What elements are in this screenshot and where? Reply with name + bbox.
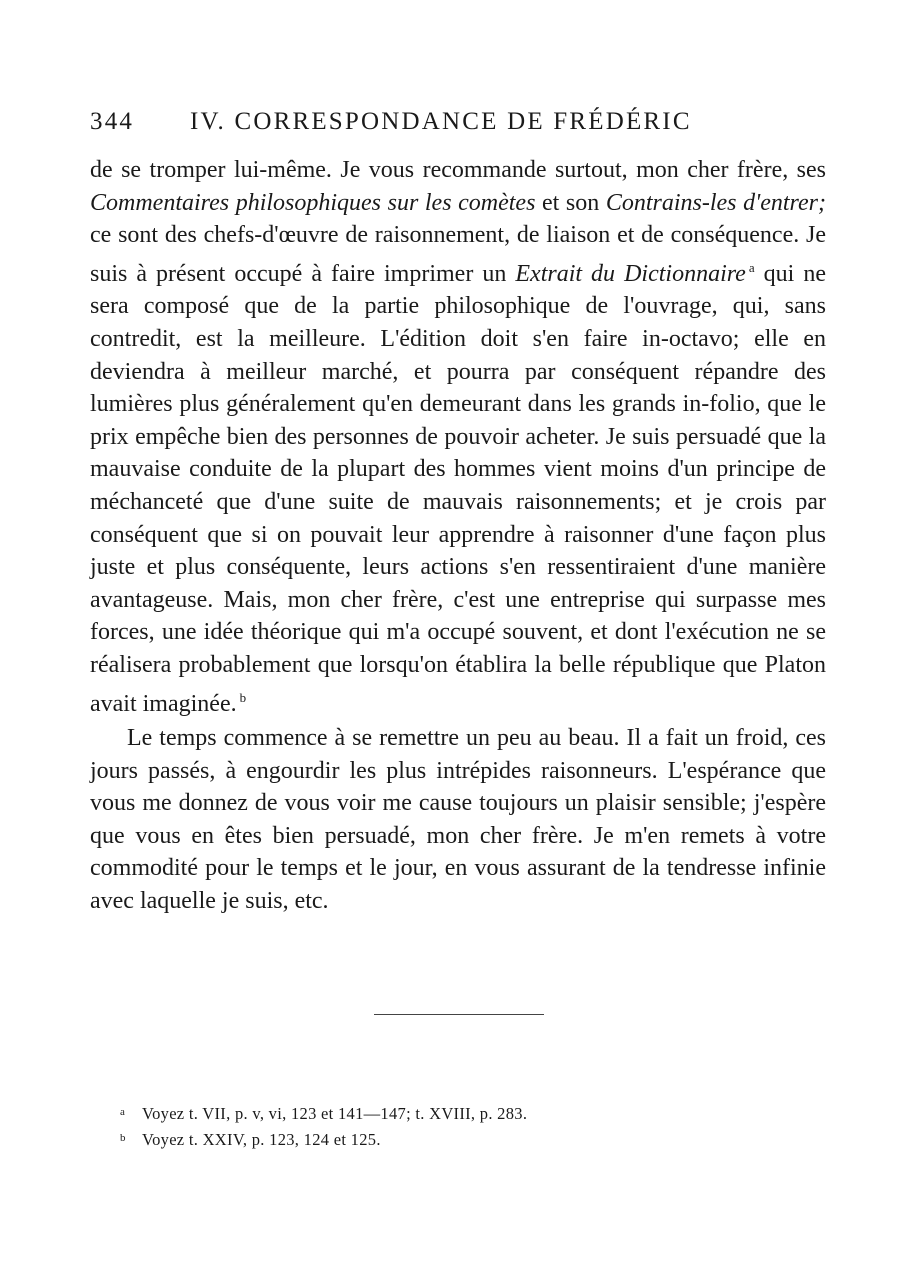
letter-body: [90, 154, 826, 918]
paragraph-2: Le temps commence à se remettre un peu au beau. Il a fait un froid, ces jours passés, à engourdir les plus intrépides raisonneurs. L'espérance que vous me donnez de vous voir me cause toujours un plaisir sensible; j'espère que vous en êtes bien persuadé, mon cher frère. Je m'en remets à votre commodité pour le temps et le jour, en vous assurant de la tendresse infinie avec laquelle je suis, etc.: [90, 725, 826, 915]
paragraph-1-text-1: de se tromper lui-même. Je vous recommande surtout, mon cher frère, ses: [90, 157, 826, 183]
footnote-text: Voyez t. VII, p. v, vi, 123 et 141—147; t. XVIII, p. 283.: [142, 1104, 528, 1123]
footnote-b: [120, 1126, 760, 1152]
paragraph-1-text-3: ce sont des chefs-d'œuvre de raisonnement, de liaison et de conséquence. Je suis à présent occupé à faire imprimer un: [90, 222, 826, 287]
footnote-ref-b: b: [239, 689, 247, 705]
book-title-contrains: Contrains-les d'entrer;: [605, 189, 826, 216]
book-title-commentaires: Commentaires philosophiques sur les comètes: [90, 189, 536, 216]
paragraph-1-text-2: et son: [535, 189, 606, 216]
paragraph-1: [90, 154, 826, 720]
footnote-a: [120, 1100, 760, 1126]
running-title: IV. CORRESPONDANCE DE FRÉDÉRIC: [190, 108, 692, 135]
footnote-divider: [374, 1014, 544, 1015]
footnote-ref-a: a: [748, 259, 755, 275]
footnote-mark: b: [120, 1132, 126, 1144]
footnote-text: Voyez t. XXIV, p. 123, 124 et 125.: [142, 1130, 381, 1149]
footnotes: [120, 1100, 760, 1152]
paragraph-1-text-4: qui ne sera composé que de la partie philosophique de l'ouvrage, qui, sans contredit, est la meilleure. L'édition doit s'en faire in-octavo; elle en deviendra à meilleur marché, et pourra par conséquent répandre des lumières plus généralement qu'en demeurant dans les grands in-folio, que le prix empêche bien des personnes de pouvoir acheter. Je suis persuadé que la mauvaise conduite de la plupart des hommes vient moins d'un principe de méchanceté que d'une suite de mauvais raisonnements; et je crois par conséquent que si on pouvait leur apprendre à raisonner d'une façon plus juste et plus conséquente, leurs actions s'en ressentiraient d'une manière avantageuse. Mais, mon cher frère, c'est une entreprise qui surpasse mes forces, une idée théorique qui m'a occupé souvent, et dont l'exécution ne se réalisera probablement que lorsqu'on établira la belle république que Platon avait imaginée.: [90, 260, 826, 717]
running-header: [90, 108, 740, 144]
book-title-extrait: Extrait du Dictionnaire: [515, 260, 746, 287]
page-number: 344: [90, 108, 135, 135]
footnote-mark: a: [120, 1106, 126, 1118]
